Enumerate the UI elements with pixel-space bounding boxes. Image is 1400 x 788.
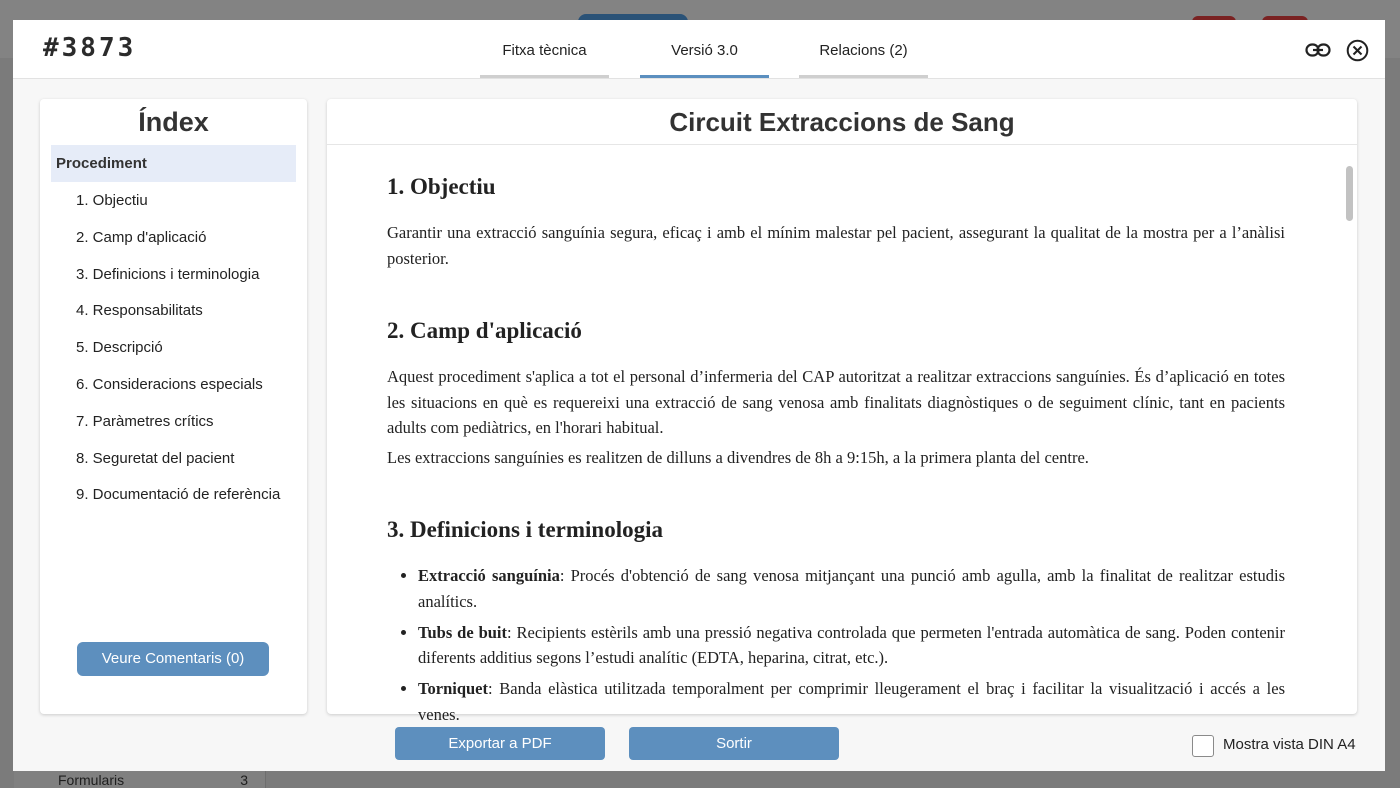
definition-text: : Procés d'obtenció de sang venosa mitjançant una punció amb agulla, amb la finalitat de realitzar estudis analítics.: [418, 566, 1285, 611]
definition-item: [418, 620, 1285, 671]
index-section-procediment[interactable]: Procediment: [51, 145, 296, 182]
definitions-list: [387, 563, 1285, 727]
definition-text: : Banda elàstica utilitzada temporalment per comprimir lleugerament el braç i facilitar la visualització i accés a les venes.: [418, 679, 1285, 724]
sidebar-item-count: 3: [240, 772, 248, 788]
index-panel: [40, 99, 307, 714]
section-paragraph: Aquest procediment s'aplica a tot el personal d’infermeria del CAP autoritzat a realitzar extraccions sanguínies. És d’aplicació en totes les situacions en què es requereixi una extracció de sang venosa amb finalitats diagnòstiques o de seguiment clínic, tant en pacients adults com pediàtrics, en l'horari habitual.: [387, 367, 1285, 437]
din-a4-checkbox[interactable]: [1192, 735, 1214, 757]
close-icon[interactable]: [1343, 36, 1371, 64]
section-definicions: [387, 517, 1285, 733]
section-heading: 3. Definicions i terminologia: [387, 517, 663, 542]
tab-versio[interactable]: Versió 3.0: [640, 20, 769, 78]
index-item-seguretat[interactable]: 8. Seguretat del pacient: [76, 449, 235, 467]
section-paragraph: Garantir una extracció sanguínia segura, eficaç i amb el mínim malestar pel pacient, assegurant la qualitat de la mostra per a l’anàlisi posterior.: [387, 223, 1285, 268]
section-paragraph: Les extraccions sanguínies es realitzen de dilluns a divendres de 8h a 9:15h, a la primera planta del centre.: [387, 447, 1089, 467]
index-item-consideracions[interactable]: 6. Consideracions especials: [76, 375, 263, 393]
definition-item: [418, 676, 1285, 727]
index-list: [76, 183, 280, 514]
document-body: [387, 146, 1285, 724]
section-heading: 2. Camp d'aplicació: [387, 318, 582, 343]
index-item-descripcio[interactable]: 5. Descripció: [76, 339, 163, 357]
definition-text: : Recipients estèrils amb una pressió negativa controlada que permeten l'entrada automàtica de sang. Poden contenir diferents additius segons l’estudi analític (EDTA, heparina, citrat, etc.).: [418, 622, 1285, 667]
document-title: Circuit Extraccions de Sang: [327, 99, 1357, 145]
content-scrollbar[interactable]: [1346, 166, 1353, 221]
section-camp-aplicacio: [387, 318, 1285, 470]
index-title: Índex: [138, 107, 209, 137]
index-item-camp-aplicacio[interactable]: 2. Camp d'aplicació: [76, 228, 207, 246]
definition-item: [418, 563, 1285, 614]
tab-fitxa-tecnica[interactable]: Fitxa tècnica: [480, 20, 609, 78]
content-panel: [327, 99, 1357, 724]
modal-header: [13, 20, 1385, 79]
view-comments-button[interactable]: Veure Comentaris (0): [77, 642, 269, 676]
document-id: #3873: [43, 33, 137, 63]
sidebar-item-label: Formularis: [58, 772, 125, 788]
tab-relacions[interactable]: Relacions (2): [799, 20, 928, 78]
background-sidebar-item-formularis: [58, 772, 248, 788]
index-item-parametres[interactable]: 7. Paràmetres crítics: [76, 412, 214, 430]
export-pdf-button[interactable]: Exportar a PDF: [395, 727, 605, 760]
definition-term: Extracció sanguínia: [418, 566, 560, 585]
index-item-definicions[interactable]: 3. Definicions i terminologia: [76, 265, 260, 283]
index-item-responsabilitats[interactable]: 4. Responsabilitats: [76, 302, 203, 320]
exit-button[interactable]: Sortir: [629, 727, 839, 760]
document-modal: [13, 20, 1385, 771]
link-icon[interactable]: [1304, 36, 1332, 64]
index-item-documentacio[interactable]: 9. Documentació de referència: [76, 486, 281, 504]
definition-term: Tubs de buit: [418, 622, 508, 642]
definition-term: Torniquet: [418, 679, 488, 698]
section-heading: 1. Objectiu: [387, 174, 496, 199]
index-item-objectiu[interactable]: 1. Objectiu: [76, 192, 148, 209]
section-objectiu: [387, 174, 1285, 271]
din-a4-label: Mostra vista DIN A4: [1223, 736, 1356, 753]
